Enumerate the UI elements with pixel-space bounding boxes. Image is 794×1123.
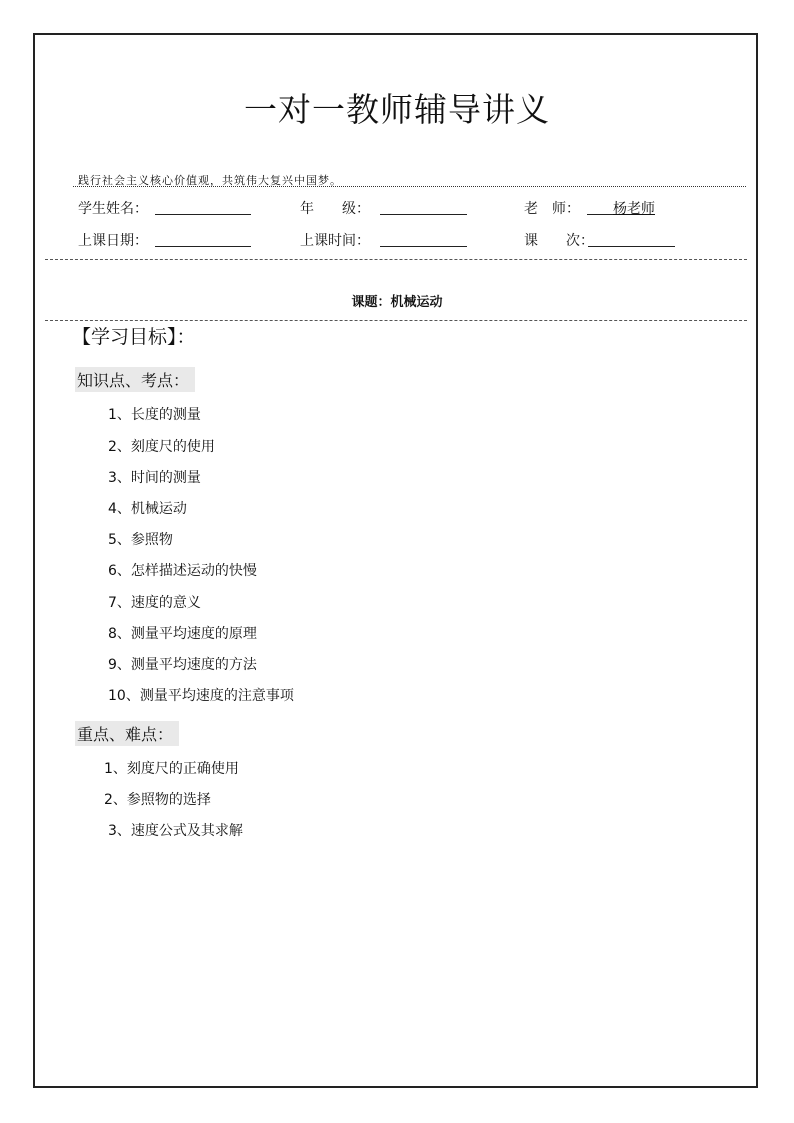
knowledge-item: 3、时间的测量 xyxy=(108,470,201,486)
knowledge-item: 10、测量平均速度的注意事项 xyxy=(108,688,294,704)
student-name-field[interactable] xyxy=(155,198,251,215)
knowledge-item: 9、测量平均速度的方法 xyxy=(108,657,257,673)
time-field[interactable] xyxy=(380,230,467,247)
knowledge-item: 4、机械运动 xyxy=(108,501,187,517)
date-field[interactable] xyxy=(155,230,251,247)
knowledge-item: 7、速度的意义 xyxy=(108,595,201,611)
grade-field[interactable] xyxy=(380,198,467,215)
teacher-underline-lead xyxy=(587,198,613,215)
learning-goals-heading: 【学习目标】： xyxy=(72,326,196,348)
knowledge-item: 1、长度的测量 xyxy=(108,407,201,423)
grade-label: 年 级： xyxy=(300,201,370,217)
key-item: 1、刻度尺的正确使用 xyxy=(104,761,239,777)
key-item: 2、参照物的选择 xyxy=(104,792,211,808)
time-label: 上课时间： xyxy=(300,233,370,249)
date-label: 上课日期： xyxy=(78,233,148,249)
dotted-divider xyxy=(73,186,746,187)
knowledge-points-heading: 知识点、考点： xyxy=(75,367,195,392)
dashed-divider-bottom xyxy=(45,320,747,321)
teacher-label: 老 师： xyxy=(524,201,580,217)
slogan: 践行社会主义核心价值观，共筑伟大复兴中国梦。 xyxy=(78,174,342,187)
teacher-value: 杨老师 xyxy=(613,201,655,217)
knowledge-item: 6、怎样描述运动的快慢 xyxy=(108,563,257,579)
dashed-divider-top xyxy=(45,259,747,260)
knowledge-item: 8、测量平均速度的原理 xyxy=(108,626,257,642)
knowledge-item: 5、参照物 xyxy=(108,532,173,548)
session-field[interactable] xyxy=(588,230,675,247)
session-label: 课 次： xyxy=(524,233,594,249)
page-title: 一对一教师辅导讲义 xyxy=(244,90,550,129)
knowledge-item: 2、刻度尺的使用 xyxy=(108,439,215,455)
student-name-label: 学生姓名： xyxy=(78,201,148,217)
key-points-heading: 重点、难点： xyxy=(75,721,179,746)
lesson-topic: 课题：机械运动 xyxy=(351,295,443,310)
key-item: 3、速度公式及其求解 xyxy=(108,823,243,839)
